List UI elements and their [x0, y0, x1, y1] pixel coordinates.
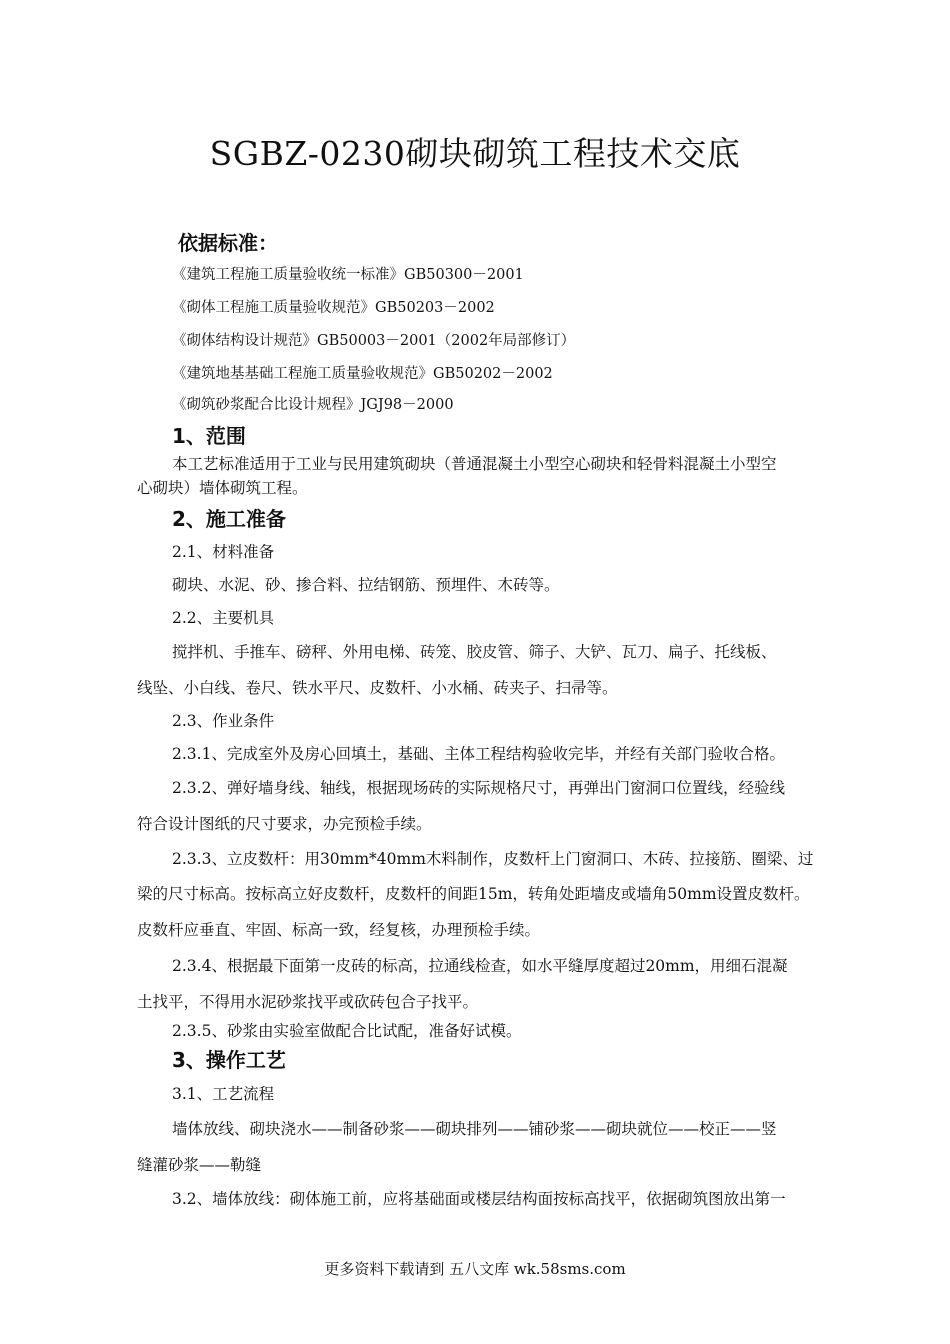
- paragraph-line: 2.3.1、完成室外及房心回填土，基础、主体工程结构验收完毕，并经有关部门验收合格。: [172, 745, 785, 763]
- subsection-heading: 2.3、作业条件: [172, 712, 275, 730]
- paragraph-line: 心砌块）墙体砌筑工程。: [137, 479, 308, 497]
- paragraph-line: 本工艺标准适用于工业与民用建筑砌块（普通混凝土小型空心砌块和轻骨料混凝土小型空: [172, 455, 777, 473]
- subsection-heading: 2.2、主要机具: [172, 609, 275, 627]
- footer-text: 更多资料下载请到 五八文库 wk.58sms.com: [324, 1260, 626, 1278]
- paragraph-line: 梁的尺寸标高。按标高立好皮数杆，皮数杆的间距15m，转角处距墙皮或墙角50mm设置皮数杆。: [137, 885, 810, 903]
- subsection-heading: 2.1、材料准备: [172, 543, 275, 561]
- subsection-heading: 3.1、工艺流程: [172, 1085, 275, 1103]
- paragraph-line: 缝灌砂浆——勒缝: [137, 1156, 262, 1174]
- paragraph-line: 3.2、墙体放线：砌体施工前，应将基础面或楼层结构面按标高找平，依据砌筑图放出第一: [172, 1190, 786, 1208]
- basis-heading: 依据标准：: [178, 231, 278, 255]
- reference-item: 《砌体结构设计规范》GB50003－2001（2002年局部修订）: [172, 333, 576, 349]
- paragraph-line: 2.3.5、砂浆由实验室做配合比试配，准备好试模。: [172, 1022, 522, 1040]
- reference-item: 《砌体工程施工质量验收规范》GB50203－2002: [172, 300, 495, 316]
- paragraph-line: 土找平，不得用水泥砂浆找平或砍砖包合子找平。: [137, 993, 479, 1011]
- paragraph-line: 皮数杆应垂直、牢固、标高一致，经复核，办理预检手续。: [137, 921, 541, 939]
- section-heading-process: 3、操作工艺: [172, 1048, 286, 1072]
- paragraph-line: 搅拌机、手推车、磅秤、外用电梯、砖笼、胶皮管、筛子、大铲、瓦刀、扁子、托线板、: [172, 643, 777, 661]
- section-heading-preparation: 2、施工准备: [172, 507, 286, 531]
- paragraph-line: 线坠、小白线、卷尺、铁水平尺、皮数杆、小水桶、砖夹子、扫帚等。: [137, 679, 618, 697]
- reference-item: 《建筑地基基础工程施工质量验收规范》GB50202－2002: [172, 366, 553, 382]
- paragraph-line: 2.3.3、立皮数杆：用30mm*40mm木料制作，皮数杆上门窗洞口、木砖、拉接筋、圈梁、过: [172, 850, 814, 868]
- section-heading-scope: 1、范围: [172, 424, 246, 448]
- paragraph-line: 墙体放线、砌块浇水——制备砂浆——砌块排列——铺砂浆——砌块就位——校正——竖: [172, 1120, 777, 1138]
- paragraph-line: 2.3.2、弹好墙身线、轴线，根据现场砖的实际规格尺寸，再弹出门窗洞口位置线，经验线: [172, 779, 785, 797]
- paragraph-line: 符合设计图纸的尺寸要求，办完预检手续。: [137, 815, 432, 833]
- paragraph-line: 砌块、水泥、砂、掺合料、拉结钢筋、预埋件、木砖等。: [172, 576, 560, 594]
- document-title: SGBZ-0230砌块砌筑工程技术交底: [209, 134, 741, 173]
- reference-item: 《砌筑砂浆配合比设计规程》JGJ98－2000: [172, 397, 454, 413]
- paragraph-line: 2.3.4、根据最下面第一皮砖的标高，拉通线检查，如水平缝厚度超过20mm，用细石混凝: [172, 957, 788, 975]
- reference-item: 《建筑工程施工质量验收统一标准》GB50300－2001: [172, 267, 524, 283]
